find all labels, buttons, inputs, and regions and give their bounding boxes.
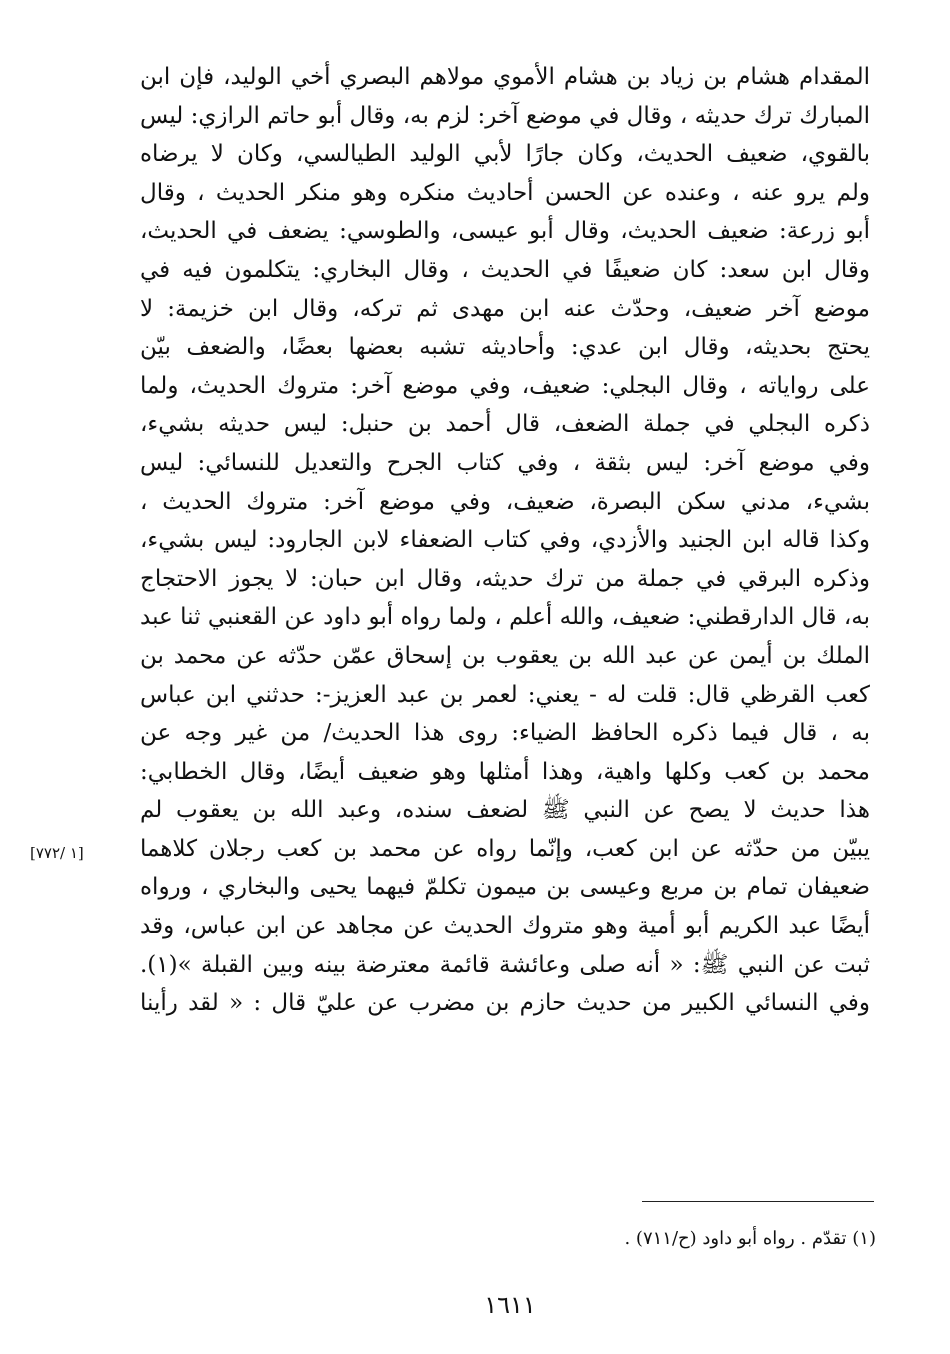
text-line: المقدام هشام بن زياد بن هشام الأموي مولاهم البصري أخي الوليد، فإن ابن: [140, 64, 870, 90]
text-line: ضعيفان تمام بن مربع وعيسى بن ميمون تكلمّ فيهما يحيى والبخاري ، ورواه: [140, 874, 870, 901]
text-line: محمد بن كعب وكلها واهية، وهذا أمثلها وهو ضعيف أيضًا، وقال الخطابي:: [140, 758, 870, 785]
text-line: الملك بن أيمن عن عبد الله بن يعقوب بن إسحاق عمّن حدّثه عن محمد بن: [140, 642, 870, 669]
text-line: وفي النسائي الكبير من حديث حازم بن مضرب عن عليّ قال : « لقد رأينا: [140, 990, 870, 1017]
text-line: وكذا قاله ابن الجنيد والأزدي، وفي كتاب الضعفاء لابن الجارود: ليس بشيء،: [140, 527, 870, 554]
text-line: به، قال الدارقطني: ضعيف، والله أعلم ، ولما رواه أبو داود عن القعنبي ثنا عبد: [140, 604, 870, 631]
footnote: (١) تقدّم . رواه أبو داود (ح/٧١١) .: [624, 1228, 876, 1249]
text-line: ذكره البجلي في جملة الضعف، قال أحمد بن حنبل: ليس حديثه بشيء،: [140, 411, 870, 438]
text-line: موضع آخر ضعيف، وحدّث عنه ابن مهدى ثم تركه، وقال ابن خزيمة: لا: [140, 295, 870, 322]
text-line: على رواياته ، وقال البجلي: ضعيف، وفي موضع آخر: متروك الحديث، ولما: [140, 372, 870, 399]
text-line: هذا حديث لا يصح عن النبي ﷺ لضعف سنده، وعبد الله بن يعقوب لم: [140, 797, 870, 824]
text-line: به ، قال فيما ذكره الحافظ الضياء: روى هذا الحديث/ من غير وجه عن: [140, 720, 870, 747]
text-line: يبيّن من حدّثه عن ابن كعب، وإنّما رواه عن محمد بن كعب رجلان كلاهما: [140, 835, 870, 862]
page-number: ١٦١١: [484, 1291, 536, 1319]
text-line: بالقوي، ضعيف الحديث، وكان جارًا لأبي الوليد الطيالسي، وكان لا يرضاه: [140, 141, 870, 168]
margin-folio-reference: [١ /٧٧٢]: [30, 844, 84, 862]
text-line: وفي موضع آخر: ليس بثقة ، وفي كتاب الجرح والتعديل للنسائي: ليس: [140, 449, 870, 476]
text-line: أيضًا عبد الكريم أبو أمية وهو متروك الحديث عن مجاهد عن ابن عباس، وقد: [140, 913, 870, 940]
text-line: كعب القرظي قال: قلت له - يعني: لعمر بن عبد العزيز-: حدثني ابن عباس: [140, 681, 870, 708]
footnote-divider: [642, 1201, 874, 1202]
text-line: المبارك ترك حديثه ، وقال في موضع آخر: لزم به، وقال أبو حاتم الرازي: ليس: [140, 102, 870, 129]
main-text-block: [140, 58, 870, 1023]
text-line: يحتج بحديثه، وقال ابن عدي: وأحاديثه تشبه بعضها بعضًا، والضعف بيّن: [140, 334, 870, 361]
text-line: بشيء، مدني سكن البصرة، ضعيف، وفي موضع آخر: متروك الحديث ،: [140, 488, 870, 515]
text-line: ثبت عن النبي ﷺ: « أنه صلى وعائشة قائمة معترضة بينه وبين القبلة »(١).: [140, 951, 870, 978]
text-line: ولم يرو عنه ، وعنده عن الحسن أحاديث منكره وهو منكر الحديث ، وقال: [140, 179, 870, 206]
text-line: وذكره البرقي في جملة من ترك حديثه، وقال ابن حبان: لا يجوز الاحتجاج: [140, 565, 870, 592]
text-line: أبو زرعة: ضعيف الحديث، وقال أبو عيسى، والطوسي: يضعف في الحديث،: [140, 218, 870, 245]
text-line: وقال ابن سعد: كان ضعيفًا في الحديث ، وقال البخاري: يتكلمون فيه في: [140, 256, 870, 283]
